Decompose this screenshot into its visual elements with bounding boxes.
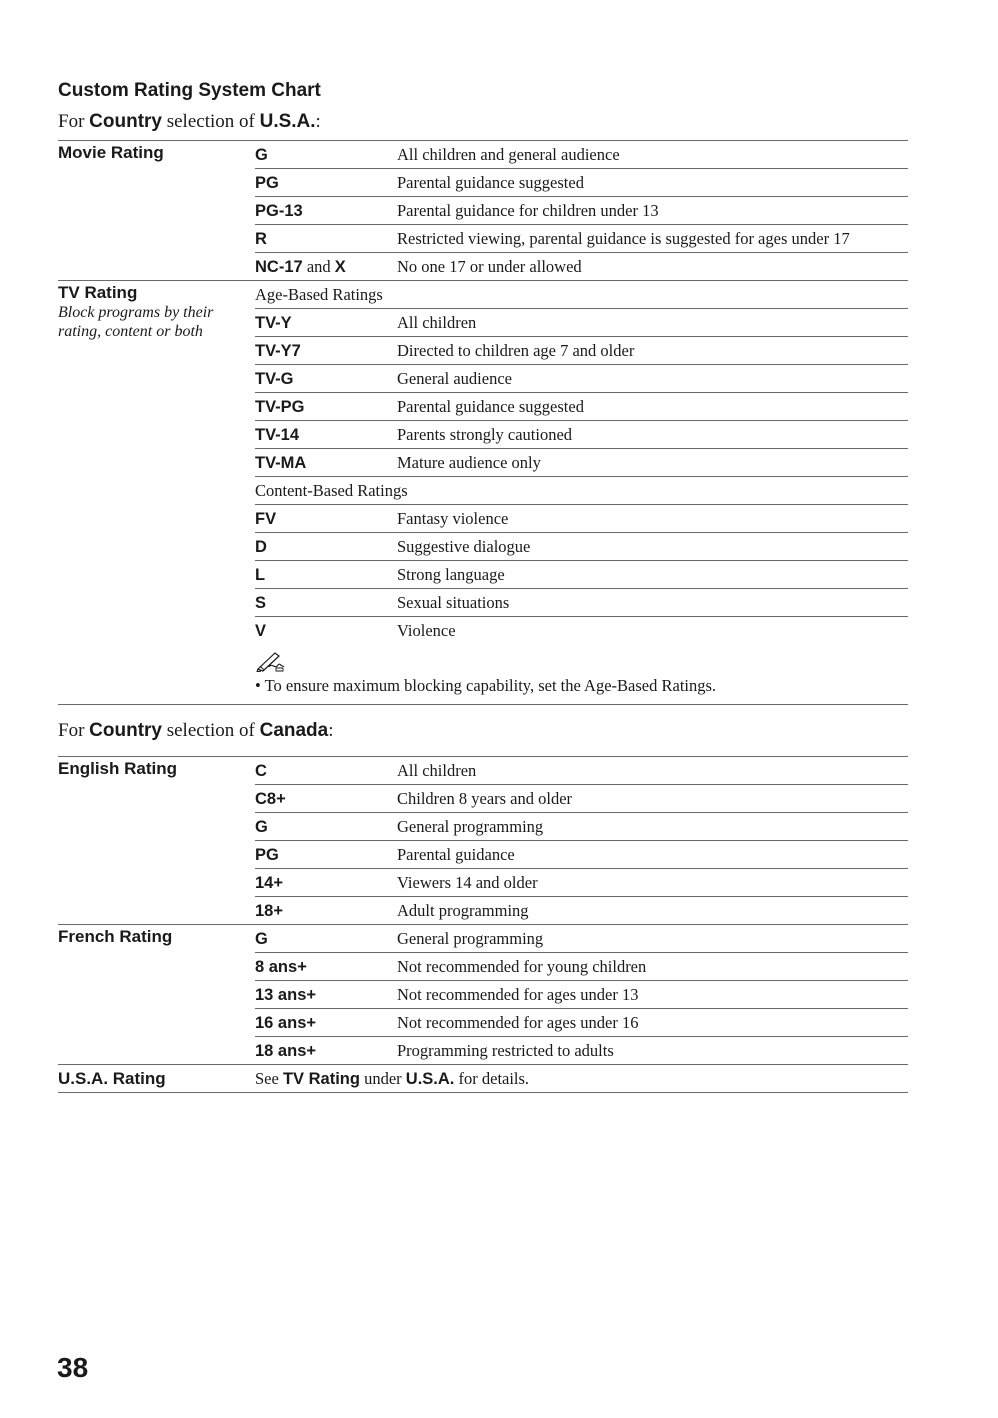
rating-code: L (255, 565, 266, 584)
rating-desc: No one 17 or under allowed (397, 256, 582, 276)
usa-rating-group (58, 1065, 255, 1093)
content-based-heading: Content-Based Ratings (255, 480, 408, 500)
canada-section-intro: For Country selection of Canada: (58, 720, 334, 741)
tv-rating-label: TV Rating (58, 283, 138, 302)
usa-section-intro: For Country selection of U.S.A.: (58, 111, 321, 132)
tv-rating-group (58, 281, 255, 705)
tv-rating-note: Block programs by their rating, content or both (58, 304, 214, 340)
rating-code: G (255, 929, 268, 948)
rating-desc: Adult programming (397, 900, 529, 920)
rating-code: TV-MA (255, 453, 307, 472)
rating-code: PG-13 (255, 201, 303, 220)
rating-code: FV (255, 509, 277, 528)
rating-desc: Not recommended for ages under 16 (397, 1012, 639, 1032)
age-based-heading: Age-Based Ratings (255, 284, 383, 304)
rating-desc: General programming (397, 816, 544, 836)
table-row (58, 141, 908, 169)
rating-desc: Parental guidance suggested (397, 172, 584, 192)
rating-code: R (255, 229, 267, 248)
canada-rating-table (58, 756, 908, 1093)
table-row (58, 281, 908, 309)
rating-desc: All children (397, 312, 477, 332)
rating-desc: Directed to children age 7 and older (397, 340, 635, 360)
memo-pencil-icon (255, 650, 285, 672)
rating-desc: Strong language (397, 564, 505, 584)
table-row (58, 925, 908, 953)
french-rating-label: French Rating (58, 927, 173, 946)
rating-code: TV-G (255, 369, 294, 388)
rating-code: G (255, 145, 268, 164)
english-rating-label: English Rating (58, 759, 177, 778)
rating-code: 13 ans+ (255, 985, 317, 1004)
page-number: 38 (57, 1352, 89, 1383)
rating-code: PG (255, 173, 279, 192)
movie-rating-group (58, 141, 255, 281)
rating-desc: All children (397, 760, 477, 780)
rating-code: TV-14 (255, 425, 300, 444)
rating-code: 18+ (255, 901, 283, 920)
rating-code: 16 ans+ (255, 1013, 317, 1032)
rating-desc: Not recommended for ages under 13 (397, 984, 639, 1004)
rating-code: TV-Y7 (255, 341, 301, 360)
rating-code: V (255, 621, 267, 640)
page-title: Custom Rating System Chart (58, 80, 321, 101)
rating-code: G (255, 817, 268, 836)
usa-rating-label: U.S.A. Rating (58, 1068, 166, 1088)
french-rating-group (58, 925, 255, 1065)
movie-rating-label: Movie Rating (58, 143, 164, 162)
tip-note (255, 644, 908, 705)
rating-code: 8 ans+ (255, 957, 307, 976)
table-row (58, 757, 908, 785)
rating-code: D (255, 537, 267, 556)
usa-rating-reference: See TV Rating under U.S.A. for details. (255, 1065, 908, 1093)
rating-desc: General audience (397, 368, 512, 388)
usa-rating-table (58, 140, 908, 705)
rating-desc: Fantasy violence (397, 508, 509, 528)
rating-desc: Restricted viewing, parental guidance is suggested for ages under 17 (397, 228, 850, 248)
rating-code: 18 ans+ (255, 1041, 317, 1060)
rating-desc: Parents strongly cautioned (397, 424, 573, 444)
rating-code: S (255, 593, 267, 612)
tip-text: • To ensure maximum blocking capability, set the Age-Based Ratings. (255, 676, 717, 695)
rating-desc: Violence (397, 620, 456, 640)
rating-desc: Parental guidance suggested (397, 396, 584, 416)
rating-desc: General programming (397, 928, 544, 948)
rating-code: PG (255, 845, 279, 864)
rating-desc: Parental guidance for children under 13 (397, 200, 659, 220)
rating-code: 14+ (255, 873, 283, 892)
english-rating-group (58, 757, 255, 925)
rating-desc: Not recommended for young children (397, 956, 647, 976)
rating-code: C8+ (255, 789, 286, 808)
rating-desc: Programming restricted to adults (397, 1040, 614, 1060)
rating-code: C (255, 761, 267, 780)
rating-desc: Parental guidance (397, 844, 515, 864)
rating-desc: Sexual situations (397, 592, 510, 612)
rating-code: TV-Y (255, 313, 292, 332)
table-row (58, 1065, 908, 1093)
rating-desc: All children and general audience (397, 144, 620, 164)
rating-desc: Suggestive dialogue (397, 536, 531, 556)
rating-desc: Viewers 14 and older (397, 872, 538, 892)
rating-desc: Mature audience only (397, 452, 541, 472)
rating-code: NC-17 and X (255, 256, 346, 276)
rating-code: TV-PG (255, 397, 305, 416)
rating-desc: Children 8 years and older (397, 788, 573, 808)
